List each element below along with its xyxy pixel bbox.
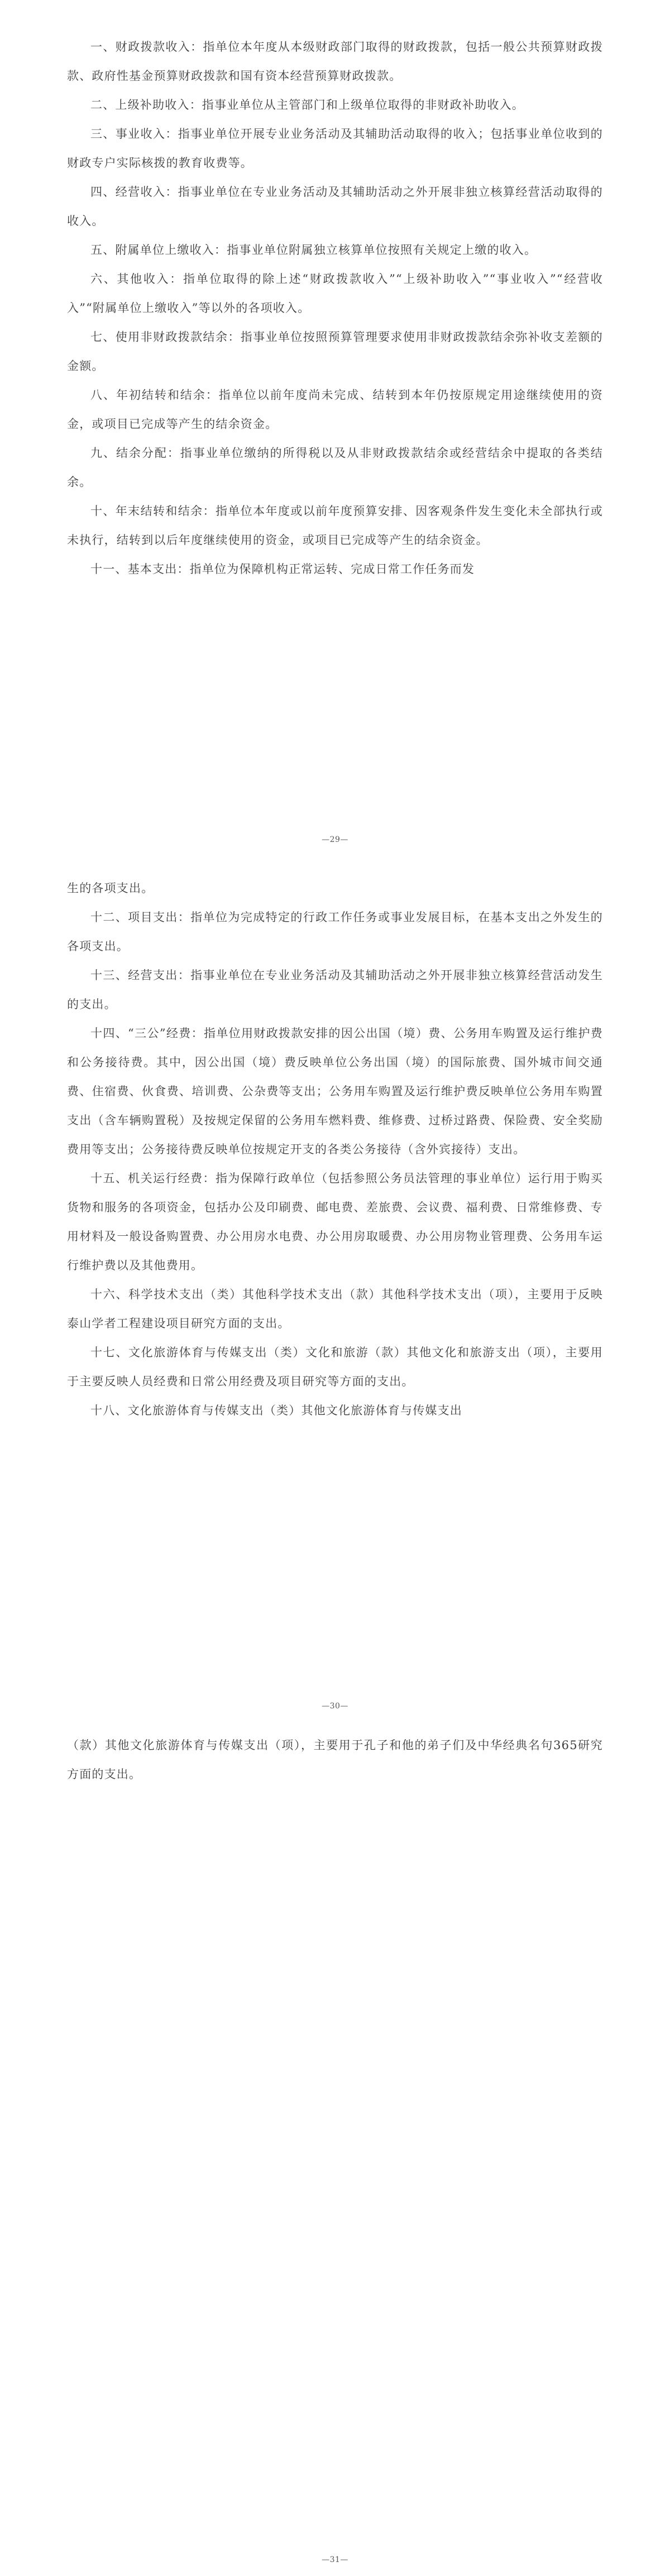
paragraph-fiscal-appropriation-income: 一、财政拨款收入：指单位本年度从本级财政部门取得的财政拨款，包括一般公共预算财政拨款、政府性基金预算财政拨款和国有资本经营预算财政拨款。 xyxy=(67,40,603,83)
document-page-29 xyxy=(0,0,670,859)
paragraph-business-income: 三、事业收入：指事业单位开展专业业务活动及其辅助活动取得的收入；包括事业单位收到的财政专户实际核拨的教育收费等。 xyxy=(67,127,603,170)
page-body xyxy=(67,874,603,1425)
page-body xyxy=(67,32,603,584)
paragraph-non-fiscal-surplus-use: 七、使用非财政拨款结余：指事业单位按照预算管理要求使用非财政拨款结余弥补收支差额的金额。 xyxy=(67,330,603,373)
paragraph-three-public-expenses: 十四、“三公”经费：指单位用财政拨款安排的因公出国（境）费、公务用车购置及运行维护费和公务接待费。其中，因公出国（境）费反映单位公务出国（境）的国际旅费、国外城市间交通费、住宿费、伙食费、培训费、公杂费等支出；公务用车购置及运行维护费反映单位公务用车购置支出（含车辆购置税）及按规定保留的公务用车燃料费、维修费、过桥过路费、保险费、安全奖励费用等支出；公务接待费反映单位按规定开支的各类公务接待（含外宾接待）支出。 xyxy=(67,1027,603,1156)
page-number: —30— xyxy=(322,1702,348,1711)
document-page-30 xyxy=(0,859,670,1718)
paragraph-agency-operating-costs: 十五、机关运行经费：指为保障行政单位（包括参照公务员法管理的事业单位）运行用于购买货物和服务的各项资金，包括办公及印刷费、邮电费、差旅费、会议费、福利费、日常维修费、专用材料及一般设备购置费、办公用房水电费、办公用房取暖费、办公用房物业管理费、公务用车运行维护费以及其他费用。 xyxy=(67,1172,603,1272)
paragraph-operating-expenditure: 十三、经营支出：指事业单位在专业业务活动及其辅助活动之外开展非独立核算经营活动发生的支出。 xyxy=(67,969,603,1011)
paragraph-affiliated-unit-income: 五、附属单位上缴收入：指事业单位附属独立核算单位按照有关规定上缴的收入。 xyxy=(90,243,537,257)
paragraph-basic-expenditure-continued: 生的各项支出。 xyxy=(67,882,154,895)
page-number: —29— xyxy=(322,835,348,844)
document-page-31 xyxy=(0,1718,670,2576)
paragraph-beginning-carryover: 八、年初结转和结余：指单位以前年度尚未完成、结转到本年仍按原规定用途继续使用的资金，或项目已完成等产生的结余资金。 xyxy=(67,388,603,431)
paragraph-other-culture-media-expenditure-continued: （款）其他文化旅游体育与传媒支出（项），主要用于孔子和他的弟子们及中华经典名句365研究方面的支出。 xyxy=(67,1739,603,1781)
paragraph-year-end-carryover: 十、年末结转和结余：指单位本年度或以前年度预算安排、因客观条件发生变化未全部执行或未执行，结转到以后年度继续使用的资金，或项目已完成等产生的结余资金。 xyxy=(67,504,603,547)
paragraph-surplus-distribution: 九、结余分配：指事业单位缴纳的所得税以及从非财政拨款结余或经营结余中提取的各类结余。 xyxy=(67,446,603,489)
paragraph-culture-tourism-expenditure: 十七、文化旅游体育与传媒支出（类）文化和旅游（款）其他文化和旅游支出（项），主要用于主要反映人员经费和日常公用经费及项目研究等方面的支出。 xyxy=(67,1346,603,1388)
paragraph-superior-subsidy-income: 二、上级补助收入：指事业单位从主管部门和上级单位取得的非财政补助收入。 xyxy=(90,98,524,112)
paragraph-science-technology-expenditure: 十六、科学技术支出（类）其他科学技术支出（款）其他科学技术支出（项），主要用于反映泰山学者工程建设项目研究方面的支出。 xyxy=(67,1288,603,1330)
paragraph-basic-expenditure: 十一、基本支出：指单位为保障机构正常运转、完成日常工作任务而发 xyxy=(90,562,475,576)
paragraph-other-culture-media-expenditure: 十八、文化旅游体育与传媒支出（类）其他文化旅游体育与传媒支出 xyxy=(90,1404,462,1417)
page-number: —31— xyxy=(322,2555,348,2564)
paragraph-operating-income: 四、经营收入：指事业单位在专业业务活动及其辅助活动之外开展非独立核算经营活动取得的收入。 xyxy=(67,185,603,228)
page-body xyxy=(67,1731,603,1789)
paragraph-project-expenditure: 十二、项目支出：指单位为完成特定的行政工作任务或事业发展目标，在基本支出之外发生的各项支出。 xyxy=(67,911,603,953)
paragraph-other-income: 六、其他收入：指单位取得的除上述“财政拨款收入”“上级补助收入”“事业收入”“经营收入”“附属单位上缴收入”等以外的各项收入。 xyxy=(67,272,603,315)
